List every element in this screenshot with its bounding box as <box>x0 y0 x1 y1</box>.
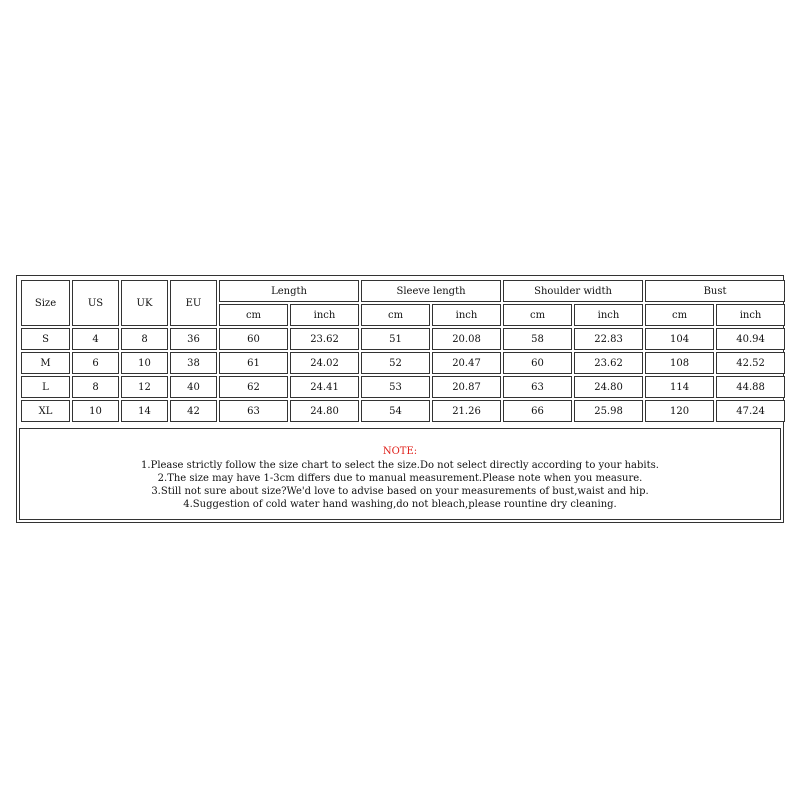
unit-header: inch <box>716 304 785 326</box>
cell-uk: 8 <box>121 328 168 350</box>
cell-value: 40.94 <box>716 328 785 350</box>
cell-value: 51 <box>361 328 430 350</box>
cell-value: 114 <box>645 376 714 398</box>
table-row <box>21 400 785 422</box>
cell-size: S <box>21 328 70 350</box>
unit-header: cm <box>219 304 288 326</box>
note-line: 2.The size may have 1-3cm differs due to manual measurement.Please note when you measure. <box>157 473 643 484</box>
unit-header: cm <box>361 304 430 326</box>
col-header-us: US <box>72 280 119 326</box>
cell-value: 120 <box>645 400 714 422</box>
cell-size: XL <box>21 400 70 422</box>
cell-value: 63 <box>503 376 572 398</box>
cell-value: 25.98 <box>574 400 643 422</box>
cell-value: 63 <box>219 400 288 422</box>
cell-us: 8 <box>72 376 119 398</box>
cell-value: 47.24 <box>716 400 785 422</box>
cell-value: 24.02 <box>290 352 359 374</box>
table-row <box>21 328 785 350</box>
unit-header: inch <box>432 304 501 326</box>
cell-us: 4 <box>72 328 119 350</box>
cell-value: 24.41 <box>290 376 359 398</box>
note-title: NOTE: <box>382 446 418 457</box>
table-row <box>21 376 785 398</box>
size-chart <box>16 275 784 523</box>
cell-value: 53 <box>361 376 430 398</box>
note-box <box>19 428 781 520</box>
cell-eu: 40 <box>170 376 217 398</box>
cell-us: 10 <box>72 400 119 422</box>
col-header-shoulder-width: Shoulder width <box>503 280 643 302</box>
cell-value: 23.62 <box>290 328 359 350</box>
cell-value: 20.47 <box>432 352 501 374</box>
col-header-sleeve-length: Sleeve length <box>361 280 501 302</box>
cell-value: 61 <box>219 352 288 374</box>
cell-eu: 38 <box>170 352 217 374</box>
cell-value: 60 <box>503 352 572 374</box>
cell-value: 20.87 <box>432 376 501 398</box>
cell-value: 44.88 <box>716 376 785 398</box>
cell-eu: 36 <box>170 328 217 350</box>
cell-value: 104 <box>645 328 714 350</box>
size-table <box>19 278 787 424</box>
cell-value: 60 <box>219 328 288 350</box>
unit-header: inch <box>290 304 359 326</box>
col-header-eu: EU <box>170 280 217 326</box>
cell-eu: 42 <box>170 400 217 422</box>
note-line: 1.Please strictly follow the size chart to select the size.Do not select directly according to your habits. <box>141 460 659 471</box>
cell-value: 52 <box>361 352 430 374</box>
table-row <box>21 352 785 374</box>
cell-value: 62 <box>219 376 288 398</box>
unit-header: cm <box>645 304 714 326</box>
cell-value: 24.80 <box>574 376 643 398</box>
cell-value: 24.80 <box>290 400 359 422</box>
unit-header: inch <box>574 304 643 326</box>
cell-uk: 12 <box>121 376 168 398</box>
col-header-bust: Bust <box>645 280 785 302</box>
cell-value: 58 <box>503 328 572 350</box>
cell-value: 108 <box>645 352 714 374</box>
cell-size: L <box>21 376 70 398</box>
cell-value: 21.26 <box>432 400 501 422</box>
cell-value: 23.62 <box>574 352 643 374</box>
cell-value: 20.08 <box>432 328 501 350</box>
col-header-size: Size <box>21 280 70 326</box>
cell-value: 54 <box>361 400 430 422</box>
note-line: 4.Suggestion of cold water hand washing,do not bleach,please rountine dry cleaning. <box>183 499 617 510</box>
note-line: 3.Still not sure about size?We'd love to advise based on your measurements of bust,waist and hip. <box>151 486 649 497</box>
cell-us: 6 <box>72 352 119 374</box>
col-header-uk: UK <box>121 280 168 326</box>
cell-size: M <box>21 352 70 374</box>
col-header-length: Length <box>219 280 359 302</box>
unit-header: cm <box>503 304 572 326</box>
table-header-row <box>21 280 785 302</box>
cell-value: 66 <box>503 400 572 422</box>
cell-value: 42.52 <box>716 352 785 374</box>
cell-value: 22.83 <box>574 328 643 350</box>
cell-uk: 14 <box>121 400 168 422</box>
cell-uk: 10 <box>121 352 168 374</box>
